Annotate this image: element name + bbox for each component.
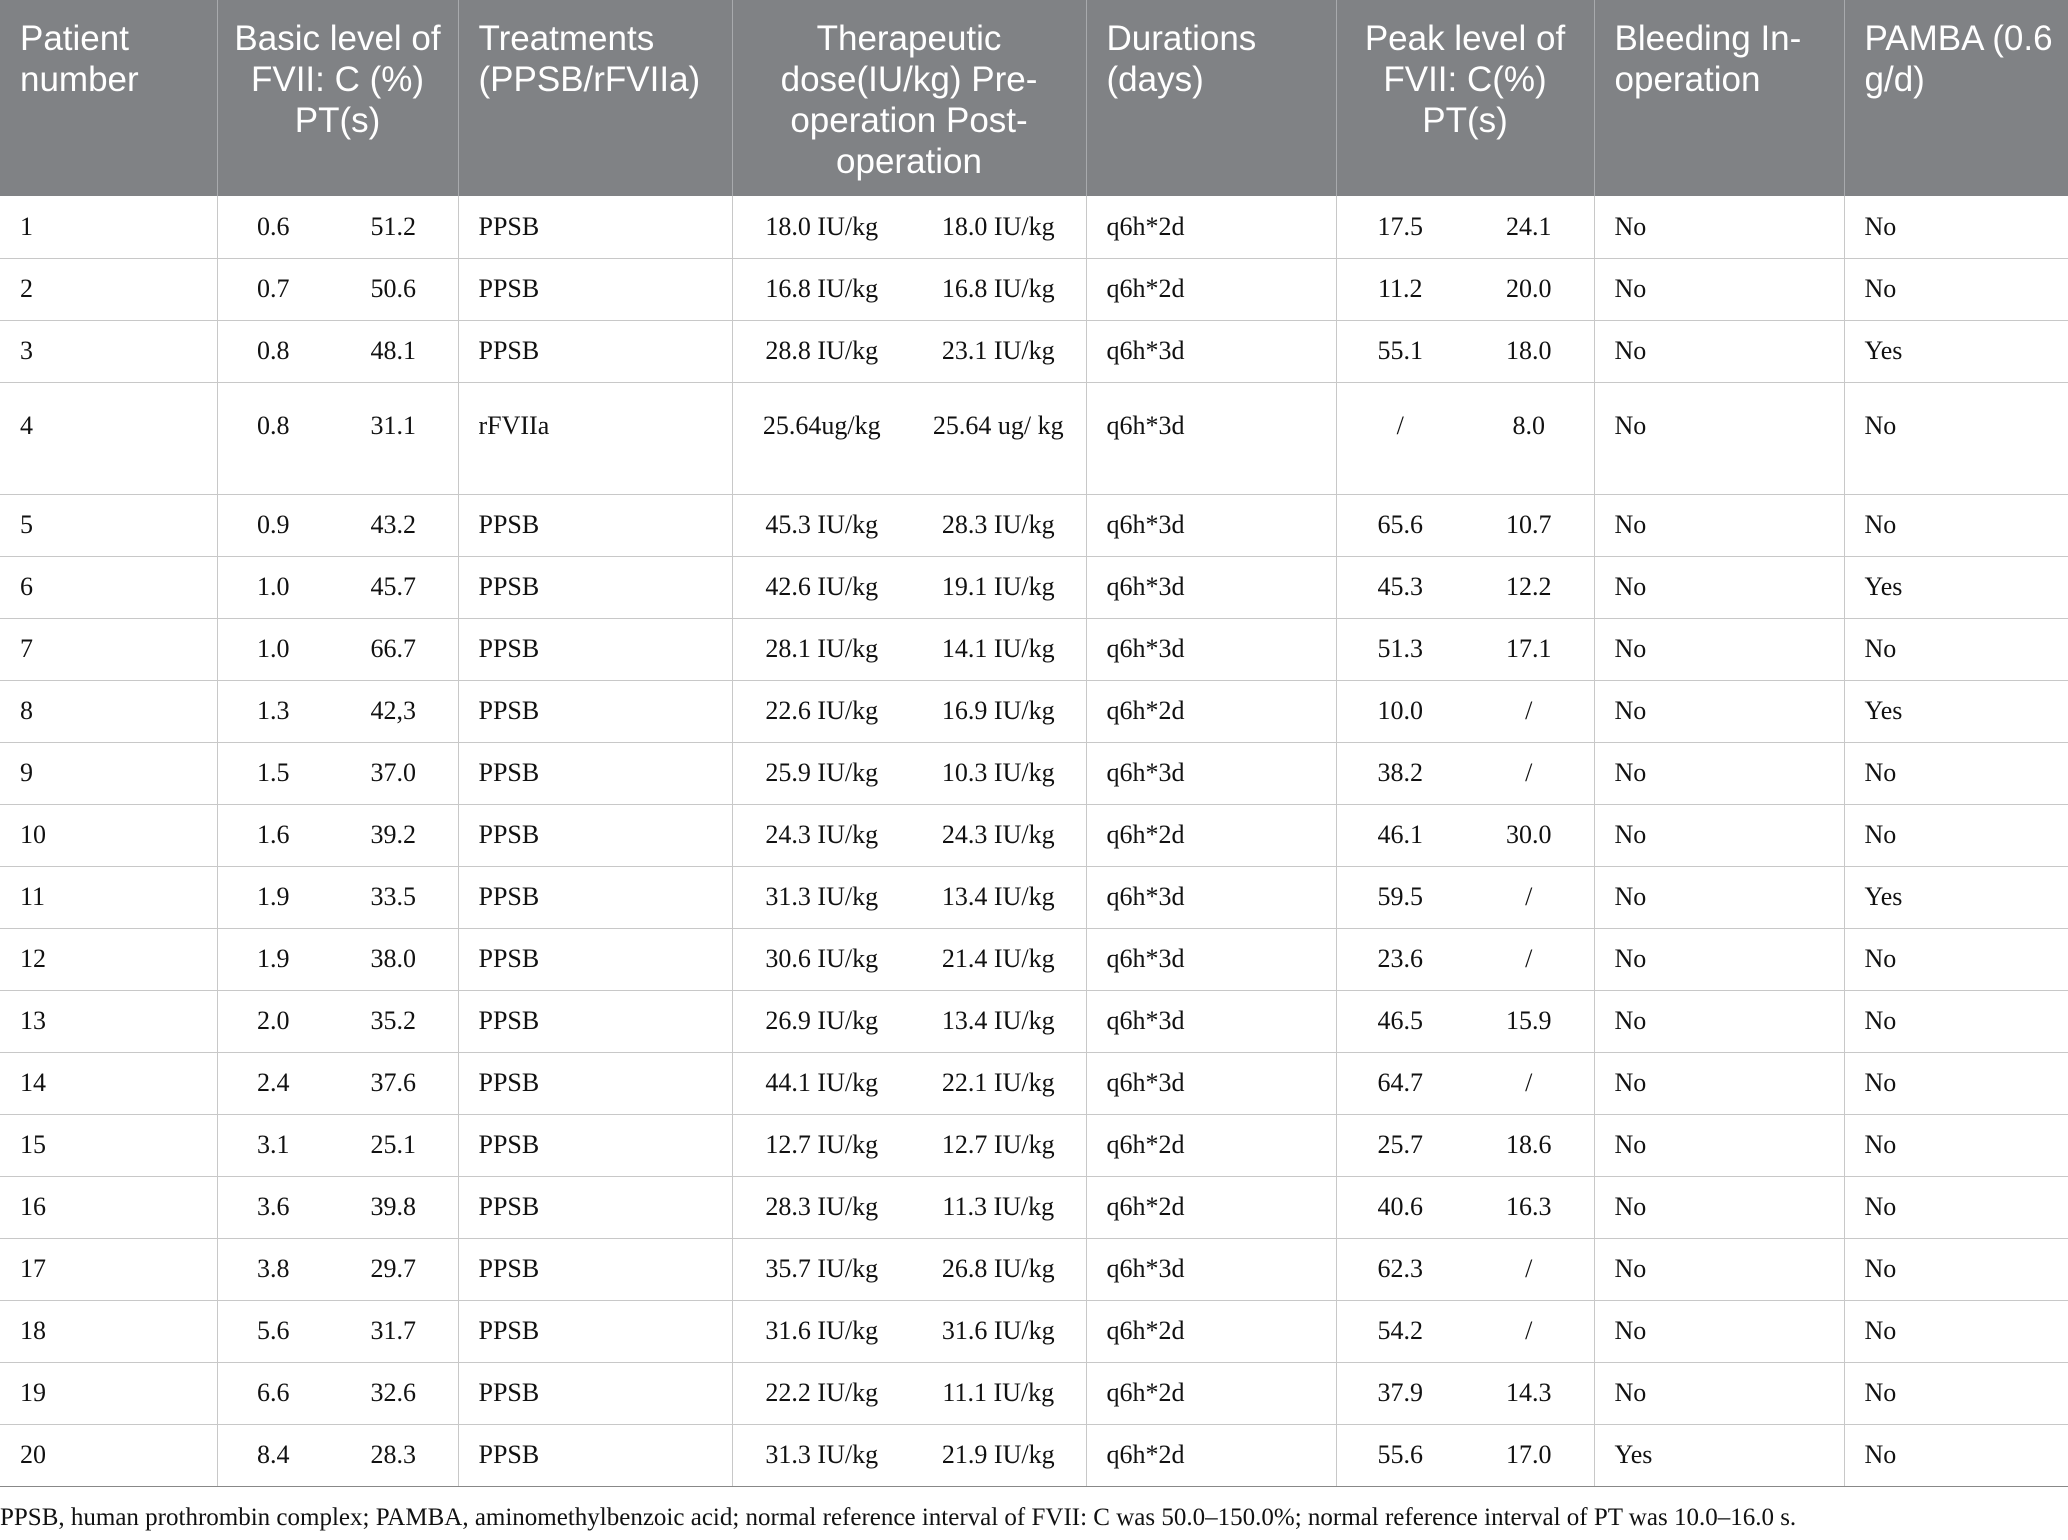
table-row <box>0 742 2068 804</box>
cell-basic-pt: 32.6 <box>329 1362 458 1424</box>
cell-patient-number: 15 <box>0 1114 217 1176</box>
cell-treatment: PPSB <box>458 804 732 866</box>
cell-patient-number: 5 <box>0 494 217 556</box>
cell-peak-fvii: 46.5 <box>1336 990 1464 1052</box>
cell-patient-number: 17 <box>0 1238 217 1300</box>
cell-duration: q6h*2d <box>1086 1114 1336 1176</box>
cell-bleeding: No <box>1594 258 1844 320</box>
cell-basic-pt: 51.2 <box>329 196 458 258</box>
cell-duration: q6h*2d <box>1086 196 1336 258</box>
cell-patient-number: 16 <box>0 1176 217 1238</box>
cell-patient-number: 10 <box>0 804 217 866</box>
cell-peak-fvii: 54.2 <box>1336 1300 1464 1362</box>
cell-treatment: PPSB <box>458 1362 732 1424</box>
cell-dose-post: 11.1 IU/kg <box>911 1362 1086 1424</box>
table-row <box>0 1176 2068 1238</box>
cell-peak-pt: 8.0 <box>1464 382 1594 494</box>
cell-pamba: No <box>1844 258 2068 320</box>
cell-basic-pt: 48.1 <box>329 320 458 382</box>
cell-dose-pre: 25.64ug/kg <box>732 382 911 494</box>
cell-dose-post: 26.8 IU/kg <box>911 1238 1086 1300</box>
cell-duration: q6h*3d <box>1086 320 1336 382</box>
table-body <box>0 196 2068 1486</box>
cell-dose-post: 19.1 IU/kg <box>911 556 1086 618</box>
cell-dose-post: 18.0 IU/kg <box>911 196 1086 258</box>
cell-dose-post: 16.9 IU/kg <box>911 680 1086 742</box>
cell-peak-pt: 12.2 <box>1464 556 1594 618</box>
cell-patient-number: 14 <box>0 1052 217 1114</box>
cell-dose-pre: 28.3 IU/kg <box>732 1176 911 1238</box>
cell-dose-post: 13.4 IU/kg <box>911 990 1086 1052</box>
header-therapeutic-dose: Therapeutic dose(IU/kg) Pre-operation Post-operation <box>732 0 1086 196</box>
cell-dose-post: 21.4 IU/kg <box>911 928 1086 990</box>
cell-pamba: Yes <box>1844 320 2068 382</box>
cell-peak-fvii: 17.5 <box>1336 196 1464 258</box>
table-row <box>0 1362 2068 1424</box>
cell-dose-pre: 30.6 IU/kg <box>732 928 911 990</box>
cell-peak-pt: / <box>1464 742 1594 804</box>
cell-peak-fvii: 62.3 <box>1336 1238 1464 1300</box>
cell-bleeding: No <box>1594 1238 1844 1300</box>
cell-peak-fvii: 45.3 <box>1336 556 1464 618</box>
cell-patient-number: 20 <box>0 1424 217 1486</box>
cell-pamba: No <box>1844 1424 2068 1486</box>
cell-dose-pre: 42.6 IU/kg <box>732 556 911 618</box>
cell-pamba: No <box>1844 1300 2068 1362</box>
cell-peak-fvii: 51.3 <box>1336 618 1464 680</box>
cell-dose-pre: 22.6 IU/kg <box>732 680 911 742</box>
cell-dose-pre: 26.9 IU/kg <box>732 990 911 1052</box>
cell-bleeding: No <box>1594 1176 1844 1238</box>
cell-peak-pt: 17.1 <box>1464 618 1594 680</box>
cell-peak-fvii: 10.0 <box>1336 680 1464 742</box>
cell-basic-fvii: 0.8 <box>217 320 329 382</box>
cell-treatment: PPSB <box>458 1238 732 1300</box>
cell-duration: q6h*3d <box>1086 928 1336 990</box>
cell-basic-fvii: 3.1 <box>217 1114 329 1176</box>
cell-duration: q6h*2d <box>1086 1424 1336 1486</box>
cell-basic-fvii: 1.5 <box>217 742 329 804</box>
cell-treatment: PPSB <box>458 990 732 1052</box>
cell-pamba: No <box>1844 1176 2068 1238</box>
cell-peak-fvii: 23.6 <box>1336 928 1464 990</box>
cell-treatment: rFVIIa <box>458 382 732 494</box>
cell-dose-post: 25.64 ug/ kg <box>911 382 1086 494</box>
cell-pamba: Yes <box>1844 556 2068 618</box>
cell-duration: q6h*3d <box>1086 382 1336 494</box>
cell-treatment: PPSB <box>458 196 732 258</box>
cell-treatment: PPSB <box>458 320 732 382</box>
cell-patient-number: 7 <box>0 618 217 680</box>
cell-pamba: No <box>1844 618 2068 680</box>
cell-duration: q6h*2d <box>1086 804 1336 866</box>
header-durations: Durations (days) <box>1086 0 1336 196</box>
cell-peak-fvii: 40.6 <box>1336 1176 1464 1238</box>
cell-peak-pt: 14.3 <box>1464 1362 1594 1424</box>
cell-peak-fvii: 25.7 <box>1336 1114 1464 1176</box>
cell-patient-number: 9 <box>0 742 217 804</box>
cell-basic-fvii: 1.0 <box>217 556 329 618</box>
cell-bleeding: Yes <box>1594 1424 1844 1486</box>
cell-duration: q6h*3d <box>1086 618 1336 680</box>
cell-dose-pre: 45.3 IU/kg <box>732 494 911 556</box>
cell-peak-pt: / <box>1464 680 1594 742</box>
cell-bleeding: No <box>1594 928 1844 990</box>
cell-basic-pt: 42,3 <box>329 680 458 742</box>
cell-peak-pt: 20.0 <box>1464 258 1594 320</box>
cell-basic-pt: 35.2 <box>329 990 458 1052</box>
cell-pamba: No <box>1844 382 2068 494</box>
cell-dose-pre: 18.0 IU/kg <box>732 196 911 258</box>
cell-dose-pre: 35.7 IU/kg <box>732 1238 911 1300</box>
table-row <box>0 618 2068 680</box>
cell-treatment: PPSB <box>458 556 732 618</box>
cell-basic-pt: 31.7 <box>329 1300 458 1362</box>
cell-peak-fvii: / <box>1336 382 1464 494</box>
cell-basic-pt: 31.1 <box>329 382 458 494</box>
table-row <box>0 1238 2068 1300</box>
cell-basic-fvii: 1.6 <box>217 804 329 866</box>
cell-duration: q6h*3d <box>1086 556 1336 618</box>
cell-dose-pre: 31.6 IU/kg <box>732 1300 911 1362</box>
table-row <box>0 1052 2068 1114</box>
cell-basic-fvii: 0.7 <box>217 258 329 320</box>
cell-peak-pt: 15.9 <box>1464 990 1594 1052</box>
cell-pamba: No <box>1844 1052 2068 1114</box>
cell-patient-number: 19 <box>0 1362 217 1424</box>
cell-dose-pre: 28.8 IU/kg <box>732 320 911 382</box>
table-row <box>0 1300 2068 1362</box>
cell-peak-fvii: 38.2 <box>1336 742 1464 804</box>
cell-treatment: PPSB <box>458 258 732 320</box>
cell-treatment: PPSB <box>458 742 732 804</box>
cell-duration: q6h*2d <box>1086 1300 1336 1362</box>
header-row <box>0 0 2068 196</box>
cell-pamba: No <box>1844 928 2068 990</box>
cell-peak-fvii: 59.5 <box>1336 866 1464 928</box>
cell-duration: q6h*3d <box>1086 1052 1336 1114</box>
cell-peak-pt: 18.6 <box>1464 1114 1594 1176</box>
cell-basic-fvii: 0.6 <box>217 196 329 258</box>
cell-basic-pt: 50.6 <box>329 258 458 320</box>
cell-bleeding: No <box>1594 1362 1844 1424</box>
cell-bleeding: No <box>1594 742 1844 804</box>
table-row <box>0 804 2068 866</box>
cell-peak-pt: / <box>1464 1052 1594 1114</box>
cell-basic-fvii: 6.6 <box>217 1362 329 1424</box>
cell-patient-number: 13 <box>0 990 217 1052</box>
cell-basic-fvii: 0.9 <box>217 494 329 556</box>
cell-duration: q6h*3d <box>1086 866 1336 928</box>
cell-basic-pt: 45.7 <box>329 556 458 618</box>
cell-dose-pre: 31.3 IU/kg <box>732 1424 911 1486</box>
cell-dose-post: 22.1 IU/kg <box>911 1052 1086 1114</box>
cell-bleeding: No <box>1594 320 1844 382</box>
cell-duration: q6h*2d <box>1086 1362 1336 1424</box>
cell-dose-post: 23.1 IU/kg <box>911 320 1086 382</box>
cell-basic-pt: 29.7 <box>329 1238 458 1300</box>
table-row <box>0 196 2068 258</box>
cell-basic-fvii: 1.9 <box>217 928 329 990</box>
cell-duration: q6h*3d <box>1086 494 1336 556</box>
cell-patient-number: 3 <box>0 320 217 382</box>
header-patient-number: Patient number <box>0 0 217 196</box>
cell-bleeding: No <box>1594 1114 1844 1176</box>
cell-patient-number: 12 <box>0 928 217 990</box>
cell-peak-fvii: 11.2 <box>1336 258 1464 320</box>
header-basic-level: Basic level of FVII: C (%) PT(s) <box>217 0 458 196</box>
cell-dose-pre: 12.7 IU/kg <box>732 1114 911 1176</box>
cell-pamba: No <box>1844 196 2068 258</box>
cell-basic-fvii: 8.4 <box>217 1424 329 1486</box>
cell-dose-pre: 25.9 IU/kg <box>732 742 911 804</box>
cell-peak-pt: 24.1 <box>1464 196 1594 258</box>
cell-treatment: PPSB <box>458 928 732 990</box>
cell-patient-number: 11 <box>0 866 217 928</box>
cell-basic-pt: 66.7 <box>329 618 458 680</box>
cell-bleeding: No <box>1594 990 1844 1052</box>
cell-peak-fvii: 65.6 <box>1336 494 1464 556</box>
cell-treatment: PPSB <box>458 1052 732 1114</box>
cell-basic-pt: 38.0 <box>329 928 458 990</box>
cell-pamba: No <box>1844 804 2068 866</box>
cell-basic-fvii: 3.6 <box>217 1176 329 1238</box>
cell-dose-post: 16.8 IU/kg <box>911 258 1086 320</box>
cell-dose-post: 13.4 IU/kg <box>911 866 1086 928</box>
table-row <box>0 382 2068 494</box>
cell-bleeding: No <box>1594 382 1844 494</box>
cell-duration: q6h*3d <box>1086 742 1336 804</box>
cell-peak-pt: 16.3 <box>1464 1176 1594 1238</box>
cell-peak-pt: 10.7 <box>1464 494 1594 556</box>
cell-peak-fvii: 55.1 <box>1336 320 1464 382</box>
cell-basic-pt: 28.3 <box>329 1424 458 1486</box>
cell-patient-number: 2 <box>0 258 217 320</box>
cell-bleeding: No <box>1594 556 1844 618</box>
table-row <box>0 990 2068 1052</box>
header-bleeding: Bleeding In-operation <box>1594 0 1844 196</box>
cell-basic-pt: 37.6 <box>329 1052 458 1114</box>
cell-basic-fvii: 1.3 <box>217 680 329 742</box>
table-row <box>0 1114 2068 1176</box>
cell-peak-pt: 30.0 <box>1464 804 1594 866</box>
cell-pamba: No <box>1844 494 2068 556</box>
table-row <box>0 680 2068 742</box>
cell-treatment: PPSB <box>458 1114 732 1176</box>
cell-basic-fvii: 2.0 <box>217 990 329 1052</box>
cell-dose-pre: 44.1 IU/kg <box>732 1052 911 1114</box>
cell-peak-fvii: 64.7 <box>1336 1052 1464 1114</box>
cell-pamba: Yes <box>1844 866 2068 928</box>
cell-basic-fvii: 0.8 <box>217 382 329 494</box>
cell-dose-post: 12.7 IU/kg <box>911 1114 1086 1176</box>
cell-basic-pt: 39.2 <box>329 804 458 866</box>
cell-basic-pt: 25.1 <box>329 1114 458 1176</box>
table-row <box>0 1424 2068 1486</box>
cell-bleeding: No <box>1594 1052 1844 1114</box>
cell-basic-fvii: 2.4 <box>217 1052 329 1114</box>
cell-dose-post: 31.6 IU/kg <box>911 1300 1086 1362</box>
cell-bleeding: No <box>1594 804 1844 866</box>
cell-pamba: No <box>1844 742 2068 804</box>
cell-peak-pt: / <box>1464 928 1594 990</box>
cell-bleeding: No <box>1594 196 1844 258</box>
cell-pamba: Yes <box>1844 680 2068 742</box>
cell-treatment: PPSB <box>458 1300 732 1362</box>
header-treatments: Treatments (PPSB/rFVIIa) <box>458 0 732 196</box>
cell-patient-number: 8 <box>0 680 217 742</box>
cell-dose-post: 14.1 IU/kg <box>911 618 1086 680</box>
table-row <box>0 866 2068 928</box>
cell-bleeding: No <box>1594 618 1844 680</box>
cell-duration: q6h*3d <box>1086 1238 1336 1300</box>
cell-bleeding: No <box>1594 680 1844 742</box>
cell-treatment: PPSB <box>458 1424 732 1486</box>
cell-peak-pt: 17.0 <box>1464 1424 1594 1486</box>
cell-treatment: PPSB <box>458 1176 732 1238</box>
cell-basic-fvii: 3.8 <box>217 1238 329 1300</box>
cell-dose-post: 11.3 IU/kg <box>911 1176 1086 1238</box>
cell-duration: q6h*2d <box>1086 1176 1336 1238</box>
table-header <box>0 0 2068 196</box>
cell-treatment: PPSB <box>458 494 732 556</box>
cell-duration: q6h*2d <box>1086 680 1336 742</box>
cell-duration: q6h*3d <box>1086 990 1336 1052</box>
cell-patient-number: 6 <box>0 556 217 618</box>
header-peak-level: Peak level of FVII: C(%) PT(s) <box>1336 0 1594 196</box>
cell-patient-number: 4 <box>0 382 217 494</box>
cell-bleeding: No <box>1594 494 1844 556</box>
cell-peak-pt: / <box>1464 866 1594 928</box>
cell-dose-pre: 24.3 IU/kg <box>732 804 911 866</box>
cell-bleeding: No <box>1594 866 1844 928</box>
cell-basic-fvii: 1.0 <box>217 618 329 680</box>
cell-dose-pre: 16.8 IU/kg <box>732 258 911 320</box>
cell-dose-post: 24.3 IU/kg <box>911 804 1086 866</box>
cell-peak-fvii: 37.9 <box>1336 1362 1464 1424</box>
cell-peak-fvii: 55.6 <box>1336 1424 1464 1486</box>
cell-dose-post: 28.3 IU/kg <box>911 494 1086 556</box>
cell-dose-pre: 22.2 IU/kg <box>732 1362 911 1424</box>
table-row <box>0 928 2068 990</box>
cell-pamba: No <box>1844 1362 2068 1424</box>
cell-basic-pt: 37.0 <box>329 742 458 804</box>
cell-basic-pt: 39.8 <box>329 1176 458 1238</box>
table-footnote: PPSB, human prothrombin complex; PAMBA, aminomethylbenzoic acid; normal reference interval of FVII: C was 50.0–150.0%; normal reference interval of PT was 10.0–16.0 s. <box>0 1504 1797 1531</box>
cell-dose-pre: 31.3 IU/kg <box>732 866 911 928</box>
cell-basic-fvii: 5.6 <box>217 1300 329 1362</box>
table-row <box>0 258 2068 320</box>
cell-treatment: PPSB <box>458 866 732 928</box>
cell-pamba: No <box>1844 1114 2068 1176</box>
header-pamba: PAMBA (0.6 g/d) <box>1844 0 2068 196</box>
cell-dose-post: 10.3 IU/kg <box>911 742 1086 804</box>
cell-pamba: No <box>1844 990 2068 1052</box>
cell-duration: q6h*2d <box>1086 258 1336 320</box>
table-row <box>0 494 2068 556</box>
cell-peak-pt: / <box>1464 1300 1594 1362</box>
cell-basic-pt: 33.5 <box>329 866 458 928</box>
table-row <box>0 320 2068 382</box>
table-row <box>0 556 2068 618</box>
cell-basic-fvii: 1.9 <box>217 866 329 928</box>
cell-peak-pt: / <box>1464 1238 1594 1300</box>
cell-dose-post: 21.9 IU/kg <box>911 1424 1086 1486</box>
cell-patient-number: 1 <box>0 196 217 258</box>
cell-pamba: No <box>1844 1238 2068 1300</box>
cell-dose-pre: 28.1 IU/kg <box>732 618 911 680</box>
cell-treatment: PPSB <box>458 618 732 680</box>
cell-treatment: PPSB <box>458 680 732 742</box>
cell-peak-fvii: 46.1 <box>1336 804 1464 866</box>
cell-bleeding: No <box>1594 1300 1844 1362</box>
cell-patient-number: 18 <box>0 1300 217 1362</box>
cell-peak-pt: 18.0 <box>1464 320 1594 382</box>
cell-basic-pt: 43.2 <box>329 494 458 556</box>
